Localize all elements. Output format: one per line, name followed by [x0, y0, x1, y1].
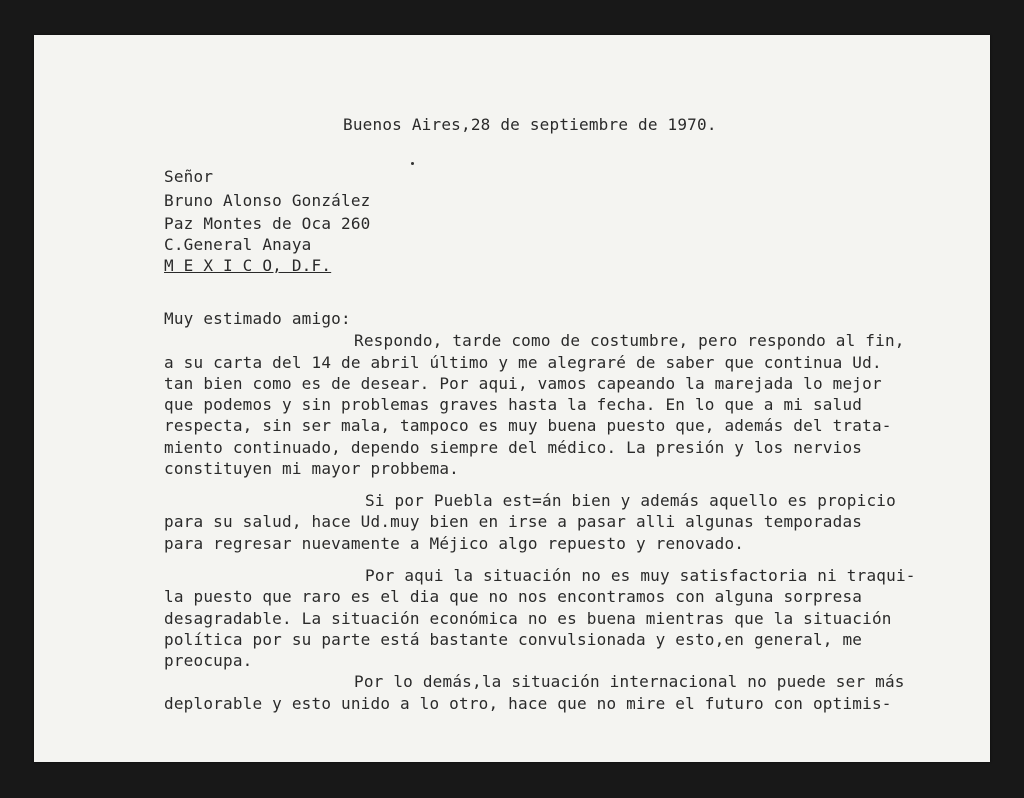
body-line: preocupa.	[164, 651, 253, 670]
body-line: a su carta del 14 de abril último y me alegraré de saber que continua Ud.	[164, 353, 882, 372]
salutation: Muy estimado amigo:	[164, 309, 351, 328]
letter-page	[34, 35, 990, 762]
body-line: tan bien como es de desear. Por aqui, vamos capeando la marejada lo mejor	[164, 374, 882, 393]
body-line: la puesto que raro es el dia que no nos encontramos con alguna sorpresa	[164, 587, 863, 606]
body-line: para su salud, hace Ud.muy bien en irse a pasar alli algunas temporadas	[164, 512, 863, 531]
body-line: miento continuado, dependo siempre del médico. La presión y los nervios	[164, 438, 863, 457]
recipient-country: M E X I C O, D.F.	[164, 256, 332, 275]
recipient-name: Bruno Alonso González	[164, 191, 371, 210]
recipient-title: Señor	[164, 167, 214, 186]
body-line: Por aqui la situación no es muy satisfactoria ni traqui-	[365, 566, 916, 585]
body-line: Respondo, tarde como de costumbre, pero respondo al fin,	[354, 331, 905, 350]
body-line: Si por Puebla est=án bien y además aquello es propicio	[365, 491, 896, 510]
body-line: que podemos y sin problemas graves hasta la fecha. En lo que a mi salud	[164, 395, 863, 414]
body-line: Por lo demás,la situación internacional no puede ser más	[354, 672, 905, 691]
body-line: desagradable. La situación económica no es buena mientras que la situación	[164, 609, 892, 628]
body-line: respecta, sin ser mala, tampoco es muy buena puesto que, además del trata-	[164, 416, 892, 435]
body-line: política por su parte está bastante convulsionada y esto,en general, me	[164, 630, 863, 649]
ink-dot	[411, 162, 414, 165]
body-line: para regresar nuevamente a Méjico algo repuesto y renovado.	[164, 534, 745, 553]
letter-date: Buenos Aires,28 de septiembre de 1970.	[343, 115, 717, 134]
body-line: constituyen mi mayor probbema.	[164, 459, 459, 478]
recipient-street: Paz Montes de Oca 260	[164, 214, 371, 233]
recipient-district: C.General Anaya	[164, 235, 312, 254]
body-line: deplorable y esto unido a lo otro, hace que no mire el futuro con optimis-	[164, 694, 892, 713]
